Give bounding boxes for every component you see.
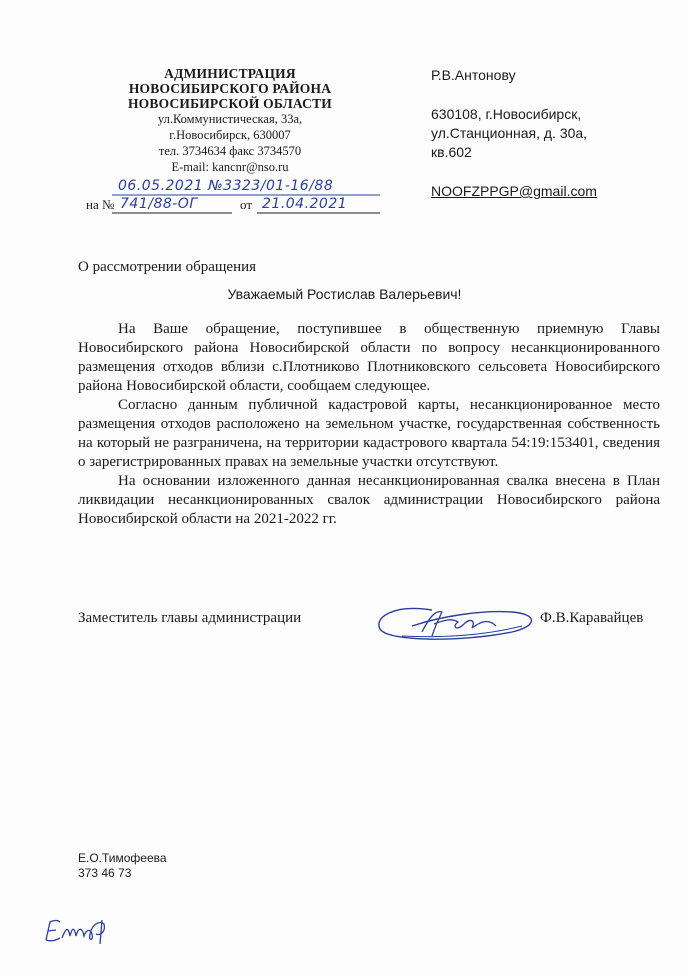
signatory-name: Ф.В.Каравайцев	[540, 610, 644, 626]
sender-address-line-1: ул.Коммунистическая, 33а,	[157, 112, 303, 126]
ref-from: от	[240, 197, 253, 212]
ref-underline	[112, 211, 382, 215]
recipient-email[interactable]: NOOFZPPGP@gmail.com	[431, 183, 597, 199]
body-paragraph-2: Согласно данным публичной кадастровой карты, несанкционированное место размещения отходов расположено на земельном участке, государственная собственность на который не разграничена, на территории кадастрового квартала 54:19:153401, сведения о зарегистрированных правах на земельные участки отсутствуют.	[78, 397, 660, 470]
signatory-title: Заместитель главы администрации	[78, 610, 302, 626]
recipient-block	[431, 66, 671, 201]
org-name-line-3: НОВОСИБИРСКОЙ ОБЛАСТИ	[127, 96, 333, 111]
letter-subject: О рассмотрении обращения	[78, 259, 257, 275]
sender-block	[100, 66, 360, 175]
ref-date: 21.04.2021	[262, 196, 348, 212]
recipient-address-line-1: 630108, г.Новосибирск,	[431, 106, 582, 122]
body-paragraph-3: На основании изложенного данная несанкционированная свалка внесена в План ликвидации несанкционированных свалок администрации Новосибирского района Новосибирской области на 2021-2022 гг.	[78, 473, 660, 527]
letter-greeting: Уважаемый Ростислав Валерьевич!	[227, 286, 462, 302]
executor-phone: 373 46 73	[78, 866, 132, 880]
org-name-line-1: АДМИНИСТРАЦИЯ	[164, 66, 296, 81]
recipient-address-line-3: кв.602	[431, 144, 472, 160]
executor-name: Е.О.Тимофеева	[78, 851, 167, 865]
recipient-name: Р.В.Антонову	[431, 67, 516, 83]
sender-phone: тел. 3734634 факс 3734570	[158, 144, 302, 158]
recipient-address-line-2: ул.Станционная, д. 30а,	[431, 125, 588, 141]
ref-prefix: на №	[86, 197, 115, 212]
sender-email: E-mail: kancnr@nso.ru	[171, 160, 289, 174]
handwritten-initials	[40, 910, 120, 950]
letter-body	[78, 320, 660, 529]
org-name-line-2: НОВОСИБИРСКОГО РАЙОНА	[128, 81, 332, 96]
executor-block	[78, 851, 167, 881]
body-paragraph-1: На Ваше обращение, поступившее в общественную приемную Главы Новосибирского района Новосибирской области по вопросу несанкционированного размещения отходов вблизи с.Плотниково Плотниковского сельсовета Новосибирского района Новосибирской области, сообщаем следующее.	[78, 321, 660, 394]
outgoing-number: 06.05.2021 №3323/01-16/88	[118, 178, 334, 194]
sender-address-line-2: г.Новосибирск, 630007	[169, 128, 291, 142]
handwritten-signature	[372, 596, 542, 646]
ref-number: 741/88-ОГ	[120, 196, 198, 212]
